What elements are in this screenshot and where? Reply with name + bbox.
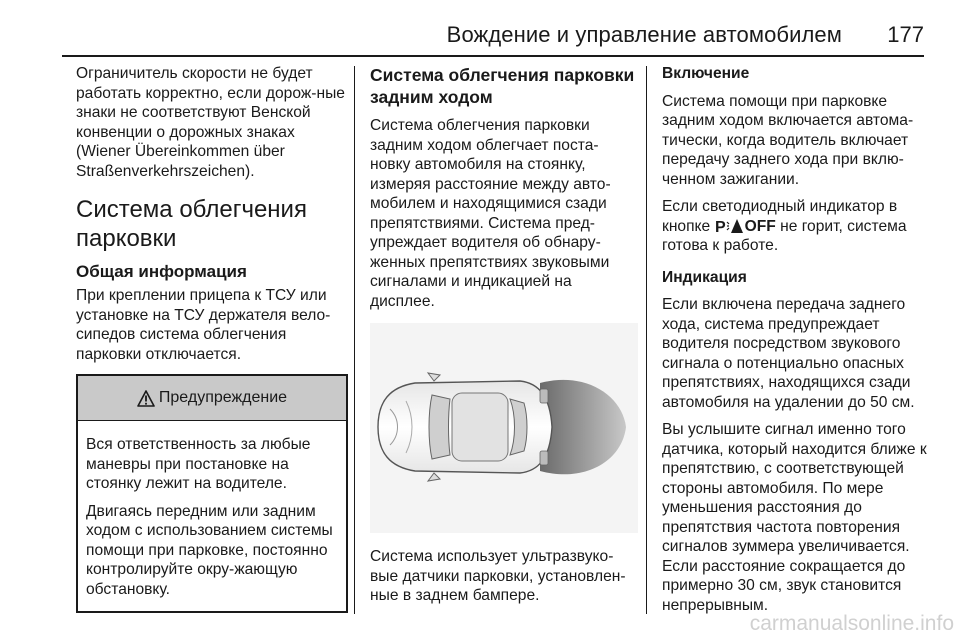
off-button-label: OFF [744,217,776,235]
column-right [662,64,932,623]
chapter-title: Вождение и управление автомобилем [446,22,842,47]
warning-paragraph-2: Двигаясь передним или задним ходом с использованием системы помощи при парковке, постоянно контролируйте окру-жающую обстановку. [86,502,333,598]
figure-caption: Система использует ультразвуко-вые датчики парковки, установлен-ные в заднем бампере. [370,548,626,604]
switch-on-paragraph-2 [662,197,932,256]
car-top-view-illustration [370,323,638,533]
page-number: 177 [887,22,924,47]
warning-title: Предупреждение [158,389,288,407]
watermark: carmanualsonline.info [749,612,954,635]
switch-on-text-before: Если светодиодный индикатор в кнопке [662,198,898,235]
column-left [76,64,348,613]
subsection-title: Общая информация [76,262,247,281]
indication-paragraph-1: Если включена передача заднего хода, система предупреждает водителя посредством звукового сигнала о потенциально опасных препятствиях, находящихся сзади автомобиля на удалении до 50 см. [662,296,915,411]
svg-text:P: P [714,218,726,234]
warning-header [78,376,346,421]
parking-sensor-illustration [370,323,638,533]
parking-sensor-icon [715,218,745,234]
general-info-paragraph: При креплении прицепа к ТСУ или установке на ТСУ держателя вело-сипедов система облегчения парковки отключается. [76,287,331,363]
warning-body [78,421,346,611]
warning-paragraph-1: Вся ответственность за любые маневры при постановке на стоянку лежит на водителе. [86,436,311,492]
page-header [0,0,960,56]
indication-title: Индикация [662,268,747,286]
column-divider-1 [354,66,355,614]
indication-paragraph-2: Вы услышите сигнал именно того датчика, который находится ближе к препятствию, с соответствующей стороны автомобиля. По мере уменьшения расстояния до препятствия частота повторения сигналов зуммера увеличивается. Если расстояние сокращается до примерно 30 см, звук становится непрерывным. [662,421,927,614]
warning-triangle-icon [137,390,155,407]
header-rule [62,55,924,57]
switch-on-title: Включение [662,65,750,82]
switch-on-paragraph-1: Система помощи при парковке задним ходом включается автома-тически, когда водитель включает передачу заднего хода при вклю-ченном зажигании. [662,92,914,188]
section-title: Система облегчения парковки [76,196,307,252]
column-middle [370,64,638,614]
rear-parking-heading: Система облегчения парковки задним ходом [370,65,635,107]
intro-paragraph: Ограничитель скорости не будет работать корректно, если дорож-ные знаки не соответствуют Венской конвенции о дорожных знаках (Wiener Übereinkommen über Straßenverkehrszeichen). [76,65,345,180]
rear-parking-description: Система облегчения парковки задним ходом облегчает поста-новку автомобиля на стоянку, измеряя расстояние между авто-мобилем и находящимися сзади препятствиями. Система пред-упреждает водителя об обнару-женных препятствиях звуковыми сигналами и индикацией на дисплее. [370,117,611,310]
column-divider-2 [646,66,647,614]
switch-on-text-after: не горит, система готова к работе. [662,217,907,254]
warning-box [76,374,348,613]
